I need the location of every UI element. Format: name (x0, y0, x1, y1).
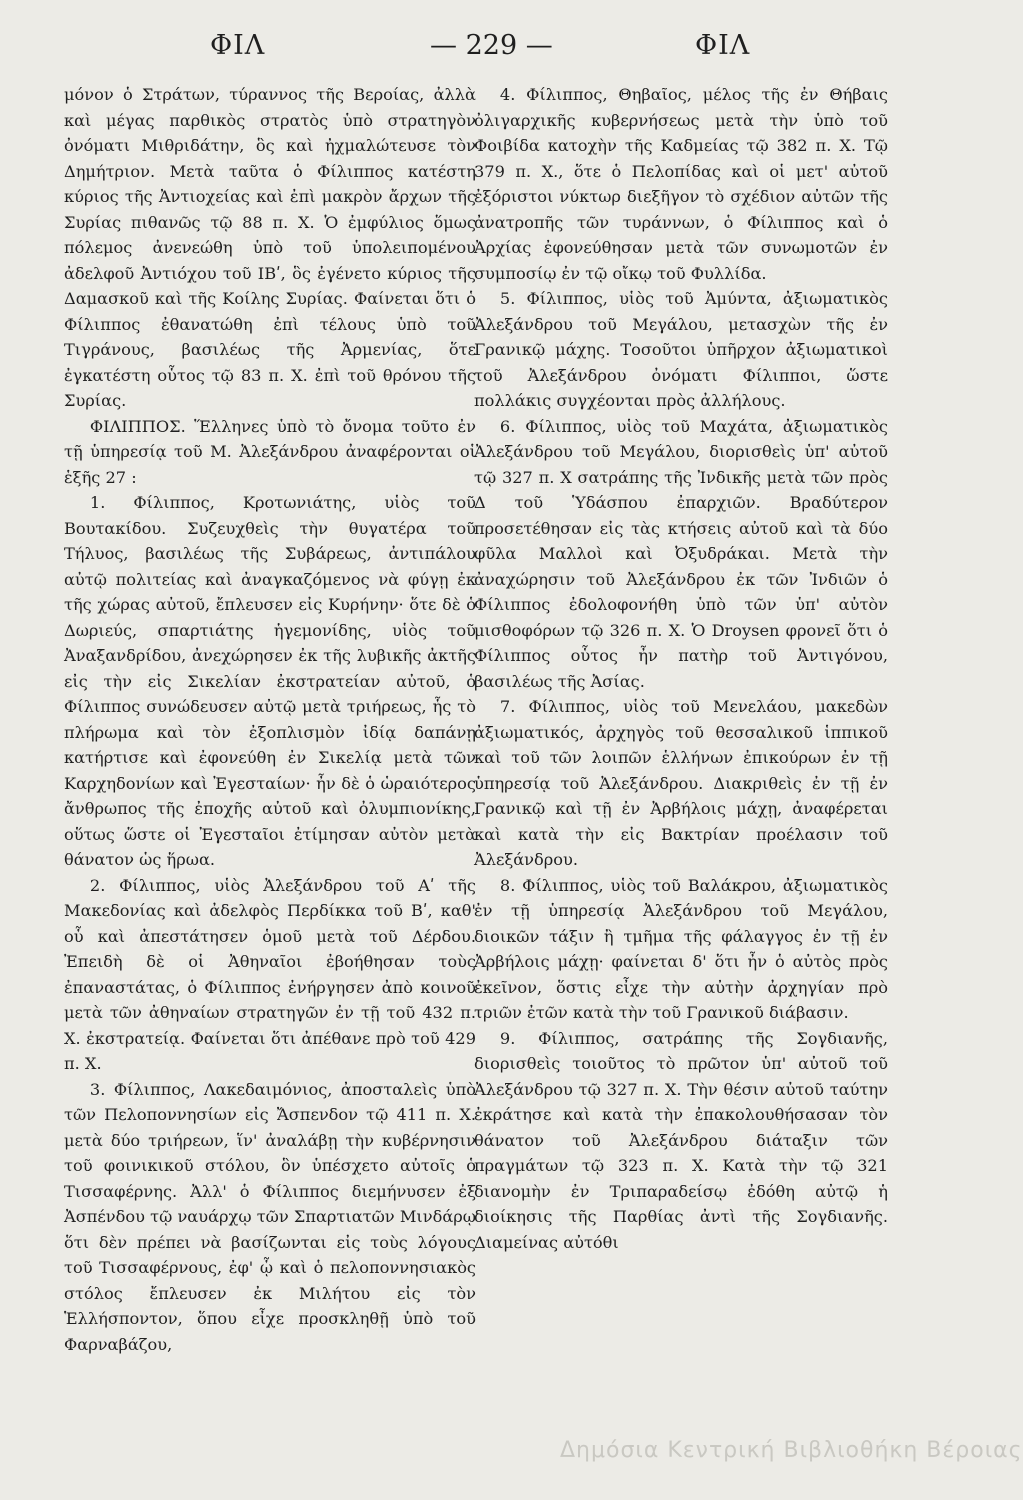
library-watermark: Δημόσια Κεντρική Βιβλιοθήκη Βέροιας (560, 1438, 1023, 1463)
paragraph: 2. Φίλιππος, υἱὸς Ἀλεξάνδρου τοῦ Αʹ τῆς Μακεδονίας καὶ ἀδελφὸς Περδίκκα τοῦ Βʹ, καθ' οὗ καὶ ἀπεστάτησεν ὁμοῦ μετὰ τοῦ Δέρδου. Ἐπειδὴ δὲ οἱ Ἀθηναῖοι ἐβοήθησαν τοὺς ἐπαναστάτας, ὁ Φίλιππος ἐνήργησεν ἀπὸ κοινοῦ μετὰ τῶν ἀθηναίων στρατηγῶν ἐν τῇ τοῦ 432 π. Χ. ἐκστρατείᾳ. Φαίνεται ὅτι ἀπέθανε πρὸ τοῦ 429 π. Χ. (64, 875, 476, 1073)
paragraph: 7. Φίλιππος, υἱὸς τοῦ Μενελάου, μακεδὼν ἀξιωματικός, ἀρχηγὸς τοῦ θεσσαλικοῦ ἱππικοῦ καὶ τοῦ τῶν λοιπῶν ἑλλήνων ἐπικούρων ἐν τῇ ὑπηρεσίᾳ τοῦ Ἀλεξάνδρου. Διακριθεὶς ἐν τῇ ἐν Γρανικῷ καὶ τῇ ἐν Ἀρβήλοις μάχῃ, ἀναφέρεται καὶ κατὰ τὴν εἰς Βακτρίαν προέλασιν τοῦ Ἀλεξάνδρου. (474, 697, 888, 869)
page-number: — 229 — (430, 30, 553, 61)
right-column (474, 82, 888, 1255)
paragraph: 6. Φίλιππος, υἱὸς τοῦ Μαχάτα, ἀξιωματικὸς Ἀλεξάνδρου τοῦ Μεγάλου, διορισθεὶς ὑπ' αὐτοῦ τῷ 327 π. Χ σατράπης τῆς Ἰνδικῆς μετὰ τῶν πρὸς Δ τοῦ Ὑδάσπου ἐπαρχιῶν. Βραδύτερον προσετέθησαν εἰς τὰς κτήσεις αὐτοῦ καὶ τὰ δύο φῦλα Μαλλοὶ καὶ Ὀξυδράκαι. Μετὰ τὴν ἀναχώρησιν τοῦ Ἀλεξάνδρου ἐκ τῶν Ἰνδιῶν ὁ Φίλιππος ἐδολοφονήθη ὑπὸ τῶν ὑπ' αὐτὸν μισθοφόρων τῷ 326 π. Χ. Ὁ Droysen φρονεῖ ὅτι ὁ Φίλιππος οὗτος ἦν πατὴρ τοῦ Ἀντιγόνου, βασιλέως τῆς Ἀσίας. (474, 416, 888, 691)
paragraph: 4. Φίλιππος, Θηβαῖος, μέλος τῆς ἐν Θήβαις ὀλιγαρχικῆς κυβερνήσεως μετὰ τὴν ὑπὸ τοῦ Φοιβίδα κατοχὴν τῆς Καδμείας τῷ 382 π. Χ. Τῷ 379 π. Χ., ὅτε ὁ Πελοπίδας καὶ οἱ μετ' αὐτοῦ ἐξόριστοι νύκτωρ διεξῆγον τὸ σχέδιον αὐτῶν τῆς ἀνατροπῆς τῶν τυράννων, ὁ Φίλιππος καὶ ὁ Ἀρχίας ἐφονεύθησαν μετὰ τῶν συνωμοτῶν ἐν συμποσίῳ ἐν τῷ οἴκῳ τοῦ Φυλλίδα. (474, 85, 888, 283)
paragraph: 5. Φίλιππος, υἱὸς τοῦ Ἀμύντα, ἀξιωματικὸς Ἀλεξάνδρου τοῦ Μεγάλου, μετασχὼν τῆς ἐν Γρανικῷ μάχης. Τοσοῦτοι ὑπῆρχον ἀξιωματικοὶ τοῦ Ἀλεξάνδρου ὀνόματι Φίλιπποι, ὥστε πολλάκις συγχέονται πρὸς ἀλλήλους. (474, 289, 888, 410)
paragraph: 1. Φίλιππος, Κροτωνιάτης, υἱὸς τοῦ Βουτακίδου. Συζευχθεὶς τὴν θυγατέρα τοῦ Τήλυος, βασιλέως τῆς Συβάρεως, ἀντιπάλου αὐτῷ πολιτείας καὶ ἀναγκαζόμενος νὰ φύγῃ ἐκ τῆς χώρας αὐτοῦ, ἔπλευσεν εἰς Κυρήνην· ὅτε δὲ ὁ Δωριεύς, σπαρτιάτης ἡγεμονίδης, υἱὸς τοῦ Ἀναξανδρίδου, ἀνεχώρησεν ἐκ τῆς λυβικῆς ἀκτῆς εἰς τὴν εἰς Σικελίαν ἐκστρατείαν αὐτοῦ, ὁ Φίλιππος συνώδευσεν αὐτῷ μετὰ τριήρεως, ἧς τὸ πλήρωμα καὶ τὸν ἐξοπλισμὸν ἰδίᾳ δαπάνῃ κατήρτισε καὶ ἐφονεύθη ἐν Σικελίᾳ μετὰ τῶν Καρχηδονίων καὶ Ἐγεσταίων· ἦν δὲ ὁ ὡραιότερος ἄνθρωπος τῆς ἐποχῆς αὐτοῦ καὶ ὀλυμπιονίκης, οὕτως ὥστε οἱ Ἐγεσταῖοι ἐτίμησαν αὐτὸν μετὰ θάνατον ὡς ἥρωα. (64, 493, 476, 869)
page-header (0, 30, 982, 70)
left-column (64, 82, 476, 1357)
paragraph: μόνον ὁ Στράτων, τύραννος τῆς Βεροίας, ἀλλὰ καὶ μέγας παρθικὸς στρατὸς ὑπὸ στρατηγὸν ὀνόματι Μιθριδάτην, ὃς καὶ ἠχμαλώτευσε τὸν Δημήτριον. Μετὰ ταῦτα ὁ Φίλιππος κατέστη κύριος τῆς Ἀντιοχείας καὶ ἐπὶ μακρὸν ἄρχων τῆς Συρίας πιθανῶς τῷ 88 π. Χ. Ὁ ἐμφύλιος ὅμως πόλεμος ἀνενεώθη ὑπὸ τοῦ ὑπολειπομένου ἀδελφοῦ Ἀντιόχου τοῦ ΙΒʹ, ὃς ἐγένετο κύριος τῆς Δαμασκοῦ καὶ τῆς Κοίλης Συρίας. Φαίνεται ὅτι ὁ Φίλιππος ἐθανατώθη ἐπὶ τέλους ὑπὸ τοῦ Τιγράνους, βασιλέως τῆς Ἀρμενίας, ὅτε ἐγκατέστη οὗτος τῷ 83 π. Χ. ἐπὶ τοῦ θρόνου τῆς Συρίας. (64, 85, 476, 410)
paragraph: ΦΙΛΙΠΠΟΣ. Ἕλληνες ὑπὸ τὸ ὄνομα τοῦτο ἐν τῇ ὑπηρεσίᾳ τοῦ Μ. Ἀλεξάνδρου ἀναφέρονται οἱ ἑξῆς 27 : (64, 416, 476, 487)
header-left-keyword: ΦΙΛ (210, 30, 266, 61)
paragraph: 3. Φίλιππος, Λακεδαιμόνιος, ἀποσταλεὶς ὑπὸ τῶν Πελοποννησίων εἰς Ἄσπενδον τῷ 411 π. Χ. μετὰ δύο τριήρεων, ἵν' ἀναλάβῃ τὴν κυβέρνησιν τοῦ φοινικικοῦ στόλου, ὃν ὑπέσχετο αὐτοῖς ὁ Τισσαφέρνης. Ἀλλ' ὁ Φίλιππος διεμήνυσεν ἐξ Ἀσπένδου τῷ ναυάρχῳ τῶν Σπαρτιατῶν Μινδάρῳ ὅτι δὲν πρέπει νὰ βασίζωνται εἰς τοὺς λόγους τοῦ Τισσαφέρνους, ἐφ' ᾧ καὶ ὁ πελοποννησιακὸς στόλος ἔπλευσεν ἐκ Μιλήτου εἰς τὸν Ἑλλήσποντον, ὅπου εἶχε προσκληθῇ ὑπὸ τοῦ Φαρναβάζου, (64, 1079, 476, 1354)
header-right-keyword: ΦΙΛ (695, 30, 751, 61)
paragraph: 8. Φίλιππος, υἱὸς τοῦ Βαλάκρου, ἀξιωματικὸς ἐν τῇ ὑπηρεσίᾳ Ἀλεξάνδρου τοῦ Μεγάλου, διοικῶν τάξιν ἢ τμῆμα τῆς φάλαγγος ἐν τῇ ἐν Ἀρβήλοις μάχῃ· φαίνεται δ' ὅτι ἦν ὁ αὐτὸς πρὸς ἐκεῖνον, ὅστις εἶχε τὴν αὐτὴν ἀρχηγίαν πρὸ τριῶν ἐτῶν κατὰ τὴν τοῦ Γρανικοῦ διάβασιν. (474, 875, 888, 1022)
paragraph: 9. Φίλιππος, σατράπης τῆς Σογδιανῆς, διορισθεὶς τοιοῦτος τὸ πρῶτον ὑπ' αὐτοῦ τοῦ Ἀλεξάνδρου τῷ 327 π. Χ. Τὴν θέσιν αὐτοῦ ταύτην ἐκράτησε καὶ κατὰ τὴν ἐπακολουθήσασαν τὸν θάνατον τοῦ Ἀλεξάνδρου διάταξιν τῶν πραγμάτων τῷ 323 π. Χ. Κατὰ τὴν τῷ 321 διανομὴν ἐν Τριπαραδείσῳ ἐδόθη αὐτῷ ἡ διοίκησις τῆς Παρθίας ἀντὶ τῆς Σογδιανῆς. Διαμείνας αὐτόθι (474, 1028, 888, 1252)
